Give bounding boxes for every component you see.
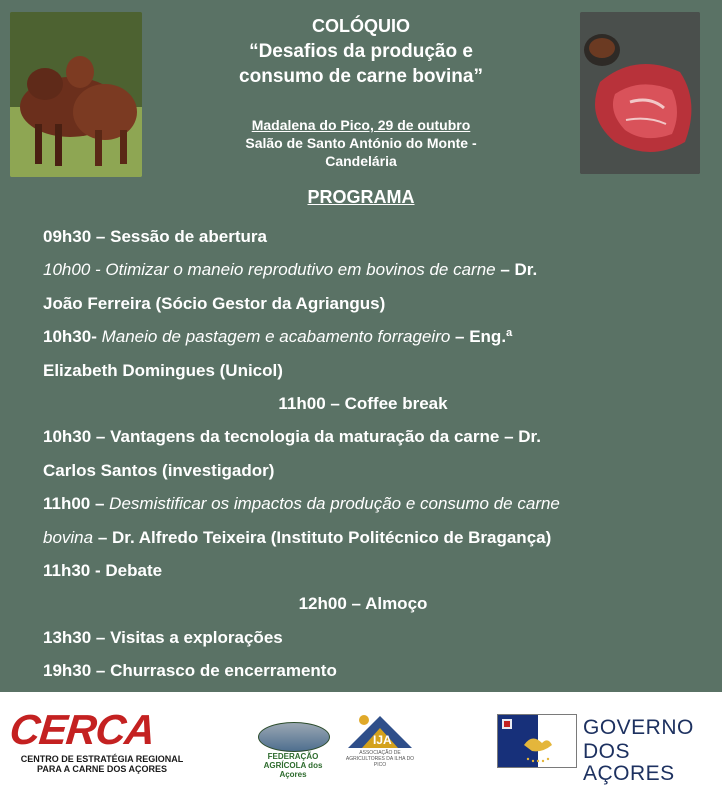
azores-flag-icon <box>497 714 577 768</box>
sponsor-footer <box>0 692 722 794</box>
ija-logo <box>340 712 420 768</box>
venue-line-1: Salão de Santo António do Monte - <box>245 135 477 151</box>
event-title-line-1: “Desafios da produção e <box>249 41 473 62</box>
governo-acores-logo <box>497 714 717 785</box>
program-line: 09h30 – Sessão de abertura <box>43 227 267 246</box>
ija-label: ASSOCIAÇÃO DE AGRICULTORES DA ILHA DO PICO <box>345 750 415 768</box>
program-line: bovina – Dr. Alfredo Teixeira (Instituto Politécnico de Bragança) <box>43 527 552 547</box>
program-line-break: 11h00 – Coffee break <box>278 393 448 413</box>
cerca-subtitle: CENTRO DE ESTRATÉGIA REGIONAL PARA A CARNE DOS AÇORES <box>20 754 184 774</box>
governo-line-2: DOS AÇORES <box>583 740 675 785</box>
event-type: COLÓQUIO <box>312 16 410 36</box>
federacao-emblem-icon <box>258 722 330 752</box>
program-line: 11h30 - Debate <box>43 560 163 580</box>
governo-line-1: GOVERNO <box>583 716 694 739</box>
svg-text:IJA: IJA <box>373 733 392 747</box>
ija-emblem-icon <box>340 712 420 750</box>
federacao-label: FEDERAÇÃO AGRÍCOLA dos Açores <box>263 752 323 779</box>
program-line: Carlos Santos (investigador) <box>43 460 275 480</box>
program-line: 10h30 – Vantagens da tecnologia da maturação da carne – Dr. <box>43 427 541 447</box>
program-line: Elizabeth Domingues (Unicol) <box>43 360 283 380</box>
cerca-logo <box>7 706 190 778</box>
program-line: 11h00 – Desmistificar os impactos da produção e consumo de carne <box>43 494 560 514</box>
program-line: 10h30- Maneio de pastagem e acabamento forrageiro – Eng.ª <box>43 327 513 347</box>
program-list <box>43 220 683 687</box>
program-line: 19h30 – Churrasco de encerramento <box>43 661 337 681</box>
cerca-wordmark: CERCA <box>7 706 157 753</box>
program-line: 10h00 - Otimizar o maneio reprodutivo em bovinos de carne – Dr. <box>43 260 538 280</box>
program-heading: PROGRAMA <box>307 187 415 207</box>
venue-line-2: Candelária <box>325 153 397 169</box>
program-line: 13h30 – Visitas a explorações <box>43 627 283 647</box>
program-line-lunch: 12h00 – Almoço <box>298 594 428 614</box>
venue <box>185 134 537 170</box>
event-title-line-2: consumo de carne bovina” <box>239 66 483 87</box>
cows-photo <box>10 12 142 177</box>
place-date: Madalena do Pico, 29 de outubro <box>251 117 471 133</box>
beef-steak-photo <box>580 12 700 174</box>
federacao-agricola-logo <box>256 720 330 779</box>
event-title <box>185 39 537 89</box>
program-line: João Ferreira (Sócio Gestor da Agriangus) <box>43 293 386 313</box>
